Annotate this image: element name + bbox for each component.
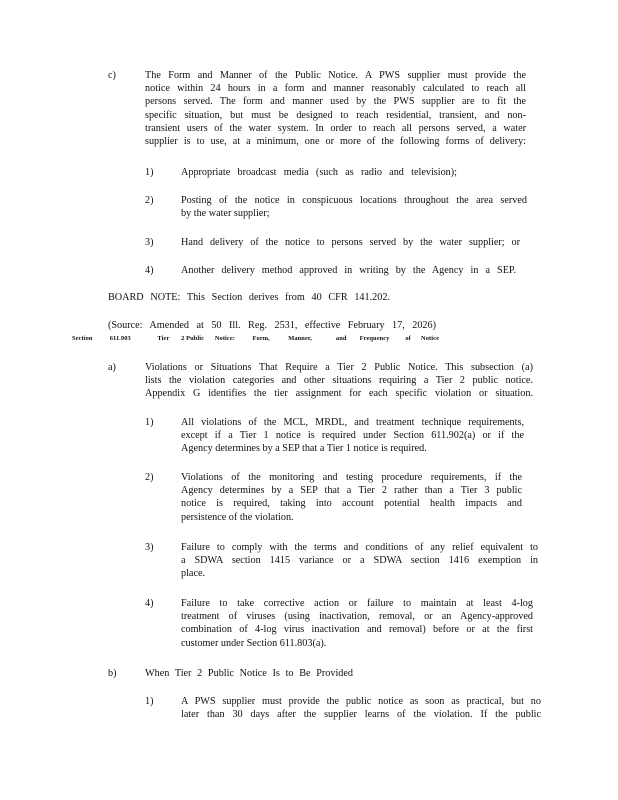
text-line: All violations of the MCL, MRDL, and treatment technique requirements, bbox=[181, 417, 524, 428]
item-label: 4) bbox=[145, 598, 154, 609]
text-line: Posting of the notice in conspicuous locations throughout the area served bbox=[181, 195, 527, 206]
heading-word: Form, bbox=[252, 335, 270, 342]
heading-word: Manner, bbox=[288, 335, 312, 342]
text-line: Appendix G identifies the tier assignment for each specific violation or situation. bbox=[145, 388, 533, 400]
item-label: 3) bbox=[145, 237, 154, 248]
text-line: later than 30 days after the supplier learns of the violation. If the public bbox=[181, 709, 541, 721]
board-note bbox=[108, 291, 390, 304]
subsection-a-text bbox=[145, 361, 533, 401]
subsection-label: c) bbox=[108, 70, 116, 81]
list-item bbox=[181, 166, 457, 179]
list-item bbox=[181, 194, 527, 220]
item-label: 4) bbox=[145, 265, 154, 276]
section-heading bbox=[72, 334, 472, 343]
section-word: Section bbox=[72, 335, 93, 342]
text-line: Violations of the monitoring and testing procedure requirements, if the bbox=[181, 472, 522, 483]
heading-word: Frequency bbox=[359, 335, 390, 342]
subsection-label: a) bbox=[108, 362, 116, 373]
text-line: Agency determines by a SEP that a Tier 2 rather than a Tier 3 public bbox=[181, 485, 522, 497]
list-item bbox=[181, 236, 520, 249]
text-line: customer under Section 611.803(a). bbox=[181, 637, 327, 649]
list-item bbox=[181, 695, 541, 721]
heading-word: of bbox=[405, 335, 411, 342]
subsection-b-title bbox=[145, 667, 353, 680]
text-line: transient users of the water system. In order to reach all persons served, a water bbox=[145, 122, 526, 134]
text-line: Another delivery method approved in writing by the Agency in a SEP. bbox=[181, 265, 516, 276]
text-line: specific situation, but must be designed to reach residential, transient, and non- bbox=[145, 109, 526, 121]
list-item bbox=[181, 541, 538, 581]
text-line: Hand delivery of the notice to persons served by the water supplier; or bbox=[181, 237, 520, 248]
subsection-c-text bbox=[145, 69, 526, 148]
list-item bbox=[181, 471, 522, 524]
heading-word: Notice bbox=[421, 335, 440, 342]
text-line: by the water supplier; bbox=[181, 208, 270, 220]
text-line: lists the violation categories and other situations requiring a Tier 2 public notice. bbox=[145, 375, 533, 387]
text-line: Violations or Situations That Require a Tier 2 Public Notice. This subsection (a) bbox=[145, 362, 533, 373]
text-line: combination of 4-log virus inactivation and removal) before or at the first bbox=[181, 624, 533, 636]
text-line: persons served. The form and manner used by the PWS supplier are to fit the bbox=[145, 96, 526, 108]
section-number: 611.903 bbox=[109, 335, 131, 342]
list-item bbox=[181, 416, 524, 456]
list-item bbox=[181, 597, 533, 650]
text-line: except if a Tier 1 notice is required under Section 611.902(a) or if the bbox=[181, 430, 524, 442]
text-line: notice is required, taking into account potential health impacts and bbox=[181, 498, 522, 510]
source-note bbox=[108, 319, 436, 332]
text-line: treatment of viruses (using inactivation, removal, or an Agency-approved bbox=[181, 611, 533, 623]
text-line: Appropriate broadcast media (such as radio and television); bbox=[181, 167, 457, 178]
text-line: The Form and Manner of the Public Notice. A PWS supplier must provide the bbox=[145, 70, 526, 81]
source-note-text: (Source: Amended at 50 Ill. Reg. 2531, effective February 17, 2026) bbox=[108, 320, 436, 331]
item-label: 1) bbox=[145, 167, 154, 178]
item-label: 3) bbox=[145, 542, 154, 553]
item-label: 2) bbox=[145, 472, 154, 483]
text-line: supplier is to use, at a minimum, one or more of the following forms of delivery: bbox=[145, 136, 526, 148]
text-line: Agency determines by a SEP that a Tier 1 notice is required. bbox=[181, 443, 427, 455]
text-line: Failure to comply with the terms and conditions of any relief equivalent to bbox=[181, 542, 538, 553]
heading-word: and bbox=[335, 335, 347, 342]
board-note-text: BOARD NOTE: This Section derives from 40 CFR 141.202. bbox=[108, 292, 390, 303]
item-label: 1) bbox=[145, 417, 154, 428]
text-line: place. bbox=[181, 568, 206, 580]
heading-word: Notice: bbox=[214, 335, 236, 342]
text-line: A PWS supplier must provide the public notice as soon as practical, but no bbox=[181, 696, 541, 707]
subsection-label: b) bbox=[108, 668, 117, 679]
heading-word: Tier bbox=[157, 335, 170, 342]
text-line: persistence of the violation. bbox=[181, 511, 294, 523]
heading-word: 2 Public bbox=[181, 335, 205, 342]
text-line: Failure to take corrective action or failure to maintain at least 4-log bbox=[181, 598, 533, 609]
item-label: 2) bbox=[145, 195, 154, 206]
text-line: notice within 24 hours in a form and manner reasonably calculated to reach all bbox=[145, 83, 526, 95]
text-line: a SDWA section 1415 variance or a SDWA section 1416 exemption in bbox=[181, 555, 538, 567]
item-label: 1) bbox=[145, 696, 154, 707]
list-item bbox=[181, 264, 516, 277]
text-line: When Tier 2 Public Notice Is to Be Provided bbox=[145, 668, 353, 679]
